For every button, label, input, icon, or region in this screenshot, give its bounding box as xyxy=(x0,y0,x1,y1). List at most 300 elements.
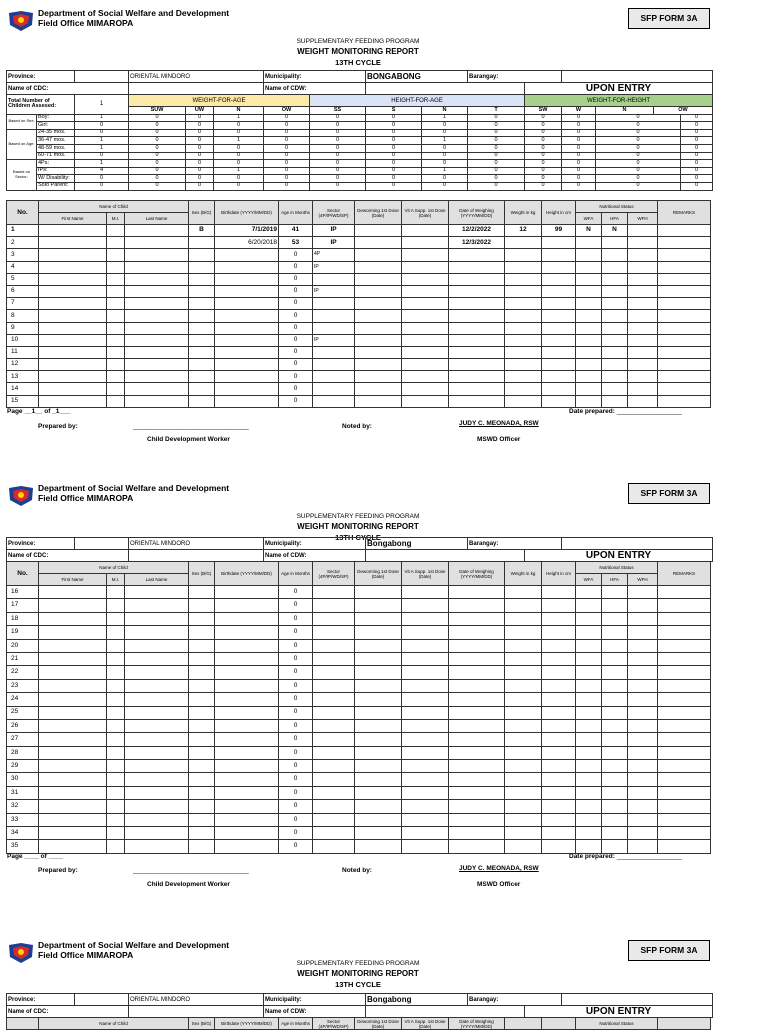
cell-empty[interactable] xyxy=(107,261,125,273)
cell-weigh[interactable] xyxy=(449,334,505,346)
cell-empty[interactable] xyxy=(39,679,107,692)
cell-empty[interactable] xyxy=(658,237,711,249)
cell-empty[interactable] xyxy=(39,760,107,773)
cell-cm[interactable] xyxy=(542,334,576,346)
cell-empty[interactable] xyxy=(125,237,189,249)
cell-empty[interactable] xyxy=(576,800,602,813)
cell-sector[interactable]: IP xyxy=(313,237,355,249)
cell-empty[interactable] xyxy=(355,773,402,786)
cell-empty[interactable] xyxy=(505,586,542,599)
cell-age[interactable]: 0 xyxy=(279,706,313,719)
cell-empty[interactable] xyxy=(402,586,449,599)
cell-empty[interactable] xyxy=(125,652,189,665)
cell-empty[interactable] xyxy=(107,746,125,759)
cell-sex[interactable] xyxy=(189,334,215,346)
cell-age[interactable]: 0 xyxy=(279,813,313,826)
cell-empty[interactable] xyxy=(313,599,355,612)
cell-empty[interactable] xyxy=(189,813,215,826)
cell-empty[interactable] xyxy=(125,773,189,786)
cell-empty[interactable] xyxy=(313,612,355,625)
cell-empty[interactable] xyxy=(402,322,449,334)
cell-birth[interactable] xyxy=(215,346,279,358)
cell-age[interactable]: 0 xyxy=(279,760,313,773)
cell-no[interactable]: 34 xyxy=(7,827,39,840)
cell-empty[interactable] xyxy=(628,652,658,665)
cell-sector[interactable]: IP xyxy=(313,334,355,346)
cell-empty[interactable] xyxy=(402,733,449,746)
cell-no[interactable]: 10 xyxy=(7,334,39,346)
cell-kg[interactable] xyxy=(505,237,542,249)
cell-empty[interactable] xyxy=(402,827,449,840)
cell-empty[interactable] xyxy=(215,706,279,719)
cell-empty[interactable] xyxy=(505,706,542,719)
cell-empty[interactable] xyxy=(125,639,189,652)
cell-empty[interactable] xyxy=(189,786,215,799)
cell-empty[interactable] xyxy=(576,760,602,773)
cell-empty[interactable] xyxy=(189,840,215,853)
cell-empty[interactable] xyxy=(402,786,449,799)
cell-empty[interactable] xyxy=(355,679,402,692)
cell-empty[interactable] xyxy=(189,760,215,773)
cell-age[interactable]: 0 xyxy=(279,334,313,346)
cell-empty[interactable] xyxy=(542,746,576,759)
cell-hfa[interactable] xyxy=(602,298,628,310)
cell-empty[interactable] xyxy=(355,310,402,322)
cell-empty[interactable] xyxy=(39,827,107,840)
cell-empty[interactable] xyxy=(107,371,125,383)
cell-empty[interactable] xyxy=(576,679,602,692)
cell-empty[interactable] xyxy=(39,706,107,719)
cell-weigh[interactable] xyxy=(449,310,505,322)
cell-age[interactable]: 0 xyxy=(279,827,313,840)
cell-empty[interactable] xyxy=(505,813,542,826)
cell-empty[interactable] xyxy=(628,310,658,322)
cell-no[interactable]: 11 xyxy=(7,346,39,358)
cell-empty[interactable] xyxy=(576,666,602,679)
cell-empty[interactable] xyxy=(313,786,355,799)
cell-empty[interactable] xyxy=(658,719,711,732)
cell-cm[interactable] xyxy=(542,310,576,322)
cell-empty[interactable] xyxy=(107,733,125,746)
cell-empty[interactable] xyxy=(125,371,189,383)
cell-no[interactable]: 25 xyxy=(7,706,39,719)
cell-no[interactable]: 16 xyxy=(7,586,39,599)
cell-empty[interactable] xyxy=(402,773,449,786)
cell-no[interactable]: 5 xyxy=(7,273,39,285)
cell-empty[interactable] xyxy=(107,666,125,679)
cell-empty[interactable] xyxy=(658,273,711,285)
cell-empty[interactable] xyxy=(107,599,125,612)
cell-empty[interactable] xyxy=(402,273,449,285)
cell-sex[interactable]: B xyxy=(189,225,215,237)
cell-empty[interactable] xyxy=(313,693,355,706)
cell-birth[interactable] xyxy=(215,261,279,273)
cell-empty[interactable] xyxy=(602,773,628,786)
cell-empty[interactable] xyxy=(215,612,279,625)
cell-empty[interactable] xyxy=(39,746,107,759)
cell-empty[interactable] xyxy=(125,310,189,322)
cell-empty[interactable] xyxy=(542,706,576,719)
cell-hfa[interactable]: N xyxy=(602,225,628,237)
cell-age[interactable]: 0 xyxy=(279,249,313,261)
cell-no[interactable]: 17 xyxy=(7,599,39,612)
cell-empty[interactable] xyxy=(107,395,125,407)
cell-empty[interactable] xyxy=(39,840,107,853)
cell-sector[interactable] xyxy=(313,346,355,358)
cell-empty[interactable] xyxy=(313,706,355,719)
cell-no[interactable]: 33 xyxy=(7,813,39,826)
cell-hfa[interactable] xyxy=(602,310,628,322)
cell-empty[interactable] xyxy=(658,760,711,773)
cell-empty[interactable] xyxy=(107,773,125,786)
cell-sector[interactable] xyxy=(313,371,355,383)
cell-empty[interactable] xyxy=(355,760,402,773)
cell-empty[interactable] xyxy=(628,322,658,334)
cell-sector[interactable]: 4P xyxy=(313,249,355,261)
cell-empty[interactable] xyxy=(576,599,602,612)
cell-empty[interactable] xyxy=(39,371,107,383)
cell-empty[interactable] xyxy=(628,840,658,853)
cell-empty[interactable] xyxy=(658,346,711,358)
cell-empty[interactable] xyxy=(215,693,279,706)
cell-empty[interactable] xyxy=(107,693,125,706)
cell-empty[interactable] xyxy=(189,612,215,625)
cell-cm[interactable] xyxy=(542,371,576,383)
cell-empty[interactable] xyxy=(107,786,125,799)
cell-empty[interactable] xyxy=(107,249,125,261)
cell-empty[interactable] xyxy=(215,679,279,692)
cell-empty[interactable] xyxy=(402,612,449,625)
cell-age[interactable]: 0 xyxy=(279,773,313,786)
cell-hfa[interactable] xyxy=(602,359,628,371)
cell-empty[interactable] xyxy=(125,298,189,310)
cell-empty[interactable] xyxy=(542,840,576,853)
cell-no[interactable]: 30 xyxy=(7,773,39,786)
cell-wfa[interactable] xyxy=(576,261,602,273)
cell-empty[interactable] xyxy=(602,719,628,732)
cell-weigh[interactable] xyxy=(449,322,505,334)
cell-empty[interactable] xyxy=(355,639,402,652)
cell-empty[interactable] xyxy=(658,773,711,786)
cell-no[interactable]: 19 xyxy=(7,626,39,639)
cell-empty[interactable] xyxy=(542,813,576,826)
cell-empty[interactable] xyxy=(355,693,402,706)
cell-empty[interactable] xyxy=(602,800,628,813)
cell-empty[interactable] xyxy=(125,679,189,692)
cell-empty[interactable] xyxy=(628,371,658,383)
cell-empty[interactable] xyxy=(449,679,505,692)
cell-empty[interactable] xyxy=(658,827,711,840)
cell-kg[interactable] xyxy=(505,285,542,297)
cell-empty[interactable] xyxy=(189,666,215,679)
cell-empty[interactable] xyxy=(39,237,107,249)
cell-weigh[interactable] xyxy=(449,261,505,273)
cell-empty[interactable] xyxy=(542,612,576,625)
cell-no[interactable]: 2 xyxy=(7,237,39,249)
cell-age[interactable]: 0 xyxy=(279,840,313,853)
cell-hfa[interactable] xyxy=(602,285,628,297)
cell-empty[interactable] xyxy=(125,612,189,625)
cell-empty[interactable] xyxy=(107,346,125,358)
cell-age[interactable]: 0 xyxy=(279,310,313,322)
cell-empty[interactable] xyxy=(125,261,189,273)
cell-empty[interactable] xyxy=(313,773,355,786)
cell-sex[interactable] xyxy=(189,237,215,249)
cell-no[interactable]: 9 xyxy=(7,322,39,334)
cell-empty[interactable] xyxy=(449,733,505,746)
cell-sex[interactable] xyxy=(189,261,215,273)
cell-empty[interactable] xyxy=(355,813,402,826)
cell-wfa[interactable] xyxy=(576,322,602,334)
cell-empty[interactable] xyxy=(189,586,215,599)
cell-empty[interactable] xyxy=(402,383,449,395)
cell-empty[interactable] xyxy=(576,840,602,853)
cell-no[interactable]: 28 xyxy=(7,746,39,759)
cell-empty[interactable] xyxy=(628,334,658,346)
cell-empty[interactable] xyxy=(313,840,355,853)
cell-empty[interactable] xyxy=(107,237,125,249)
cell-empty[interactable] xyxy=(542,639,576,652)
cell-cm[interactable] xyxy=(542,249,576,261)
cell-empty[interactable] xyxy=(125,383,189,395)
cell-sex[interactable] xyxy=(189,346,215,358)
cell-age[interactable]: 0 xyxy=(279,371,313,383)
cell-empty[interactable] xyxy=(658,733,711,746)
cell-no[interactable]: 7 xyxy=(7,298,39,310)
cell-empty[interactable] xyxy=(542,773,576,786)
cell-empty[interactable] xyxy=(107,760,125,773)
cell-age[interactable]: 0 xyxy=(279,679,313,692)
cell-wfa[interactable] xyxy=(576,249,602,261)
cell-empty[interactable] xyxy=(628,586,658,599)
cell-empty[interactable] xyxy=(602,612,628,625)
cell-empty[interactable] xyxy=(125,334,189,346)
cell-birth[interactable] xyxy=(215,298,279,310)
cell-empty[interactable] xyxy=(125,800,189,813)
cell-weigh[interactable] xyxy=(449,395,505,407)
cell-empty[interactable] xyxy=(107,322,125,334)
cell-empty[interactable] xyxy=(658,679,711,692)
cell-empty[interactable] xyxy=(505,612,542,625)
cell-empty[interactable] xyxy=(602,840,628,853)
cell-empty[interactable] xyxy=(628,773,658,786)
cell-empty[interactable] xyxy=(355,249,402,261)
cell-empty[interactable] xyxy=(39,395,107,407)
cell-empty[interactable] xyxy=(355,395,402,407)
cell-weigh[interactable] xyxy=(449,273,505,285)
cell-kg[interactable] xyxy=(505,383,542,395)
cell-sector[interactable] xyxy=(313,395,355,407)
cell-wfa[interactable] xyxy=(576,359,602,371)
cell-empty[interactable] xyxy=(658,383,711,395)
cell-empty[interactable] xyxy=(313,733,355,746)
cell-empty[interactable] xyxy=(125,760,189,773)
cell-empty[interactable] xyxy=(542,626,576,639)
cell-empty[interactable] xyxy=(542,827,576,840)
cell-empty[interactable] xyxy=(39,599,107,612)
cell-empty[interactable] xyxy=(602,733,628,746)
cell-empty[interactable] xyxy=(542,786,576,799)
cell-weigh[interactable] xyxy=(449,249,505,261)
cell-empty[interactable] xyxy=(215,773,279,786)
cell-empty[interactable] xyxy=(628,237,658,249)
cell-hfa[interactable] xyxy=(602,237,628,249)
cell-empty[interactable] xyxy=(658,359,711,371)
cell-age[interactable]: 0 xyxy=(279,639,313,652)
cell-empty[interactable] xyxy=(402,719,449,732)
cell-sex[interactable] xyxy=(189,249,215,261)
cell-empty[interactable] xyxy=(125,813,189,826)
cell-empty[interactable] xyxy=(402,346,449,358)
cell-empty[interactable] xyxy=(449,760,505,773)
cell-hfa[interactable] xyxy=(602,346,628,358)
cell-empty[interactable] xyxy=(125,273,189,285)
cell-no[interactable]: 26 xyxy=(7,719,39,732)
cell-no[interactable]: 29 xyxy=(7,760,39,773)
cell-empty[interactable] xyxy=(355,346,402,358)
cell-empty[interactable] xyxy=(658,298,711,310)
cell-empty[interactable] xyxy=(402,626,449,639)
cell-empty[interactable] xyxy=(449,773,505,786)
cell-empty[interactable] xyxy=(215,733,279,746)
cell-empty[interactable] xyxy=(628,719,658,732)
cell-empty[interactable] xyxy=(355,626,402,639)
cell-empty[interactable] xyxy=(215,652,279,665)
cell-empty[interactable] xyxy=(313,666,355,679)
cell-weigh[interactable]: 12/2/2022 xyxy=(449,225,505,237)
cell-empty[interactable] xyxy=(355,383,402,395)
cell-empty[interactable] xyxy=(505,679,542,692)
cell-empty[interactable] xyxy=(215,827,279,840)
cell-empty[interactable] xyxy=(39,225,107,237)
cell-kg[interactable] xyxy=(505,359,542,371)
cell-empty[interactable] xyxy=(449,746,505,759)
cell-empty[interactable] xyxy=(313,639,355,652)
cell-cm[interactable] xyxy=(542,395,576,407)
cell-age[interactable]: 0 xyxy=(279,346,313,358)
cell-empty[interactable] xyxy=(107,612,125,625)
cell-empty[interactable] xyxy=(355,733,402,746)
cell-sex[interactable] xyxy=(189,371,215,383)
cell-empty[interactable] xyxy=(39,310,107,322)
cell-empty[interactable] xyxy=(542,586,576,599)
cell-weigh[interactable]: 12/3/2022 xyxy=(449,237,505,249)
cell-empty[interactable] xyxy=(355,652,402,665)
cell-kg[interactable] xyxy=(505,371,542,383)
cell-empty[interactable] xyxy=(402,249,449,261)
cell-empty[interactable] xyxy=(355,237,402,249)
cell-empty[interactable] xyxy=(313,827,355,840)
cell-empty[interactable] xyxy=(125,359,189,371)
cell-empty[interactable] xyxy=(39,652,107,665)
cell-empty[interactable] xyxy=(576,746,602,759)
cell-cm[interactable] xyxy=(542,346,576,358)
cell-empty[interactable] xyxy=(628,639,658,652)
cell-empty[interactable] xyxy=(628,298,658,310)
cell-weigh[interactable] xyxy=(449,359,505,371)
cell-empty[interactable] xyxy=(215,719,279,732)
cell-empty[interactable] xyxy=(313,679,355,692)
cell-empty[interactable] xyxy=(107,359,125,371)
cell-empty[interactable] xyxy=(402,261,449,273)
cell-sex[interactable] xyxy=(189,322,215,334)
cell-empty[interactable] xyxy=(402,395,449,407)
cell-empty[interactable] xyxy=(449,666,505,679)
cell-empty[interactable] xyxy=(449,813,505,826)
cell-empty[interactable] xyxy=(313,746,355,759)
cell-no[interactable]: 32 xyxy=(7,800,39,813)
cell-empty[interactable] xyxy=(576,786,602,799)
cell-hfa[interactable] xyxy=(602,273,628,285)
cell-empty[interactable] xyxy=(215,746,279,759)
cell-empty[interactable] xyxy=(658,693,711,706)
cell-empty[interactable] xyxy=(628,693,658,706)
cell-no[interactable]: 21 xyxy=(7,652,39,665)
cell-empty[interactable] xyxy=(39,298,107,310)
cell-sex[interactable] xyxy=(189,273,215,285)
cell-empty[interactable] xyxy=(449,612,505,625)
cell-empty[interactable] xyxy=(39,719,107,732)
cell-no[interactable]: 6 xyxy=(7,285,39,297)
cell-empty[interactable] xyxy=(576,827,602,840)
cell-no[interactable]: 22 xyxy=(7,666,39,679)
cell-empty[interactable] xyxy=(39,261,107,273)
cell-empty[interactable] xyxy=(658,225,711,237)
cell-empty[interactable] xyxy=(576,733,602,746)
cell-kg[interactable] xyxy=(505,261,542,273)
cell-age[interactable]: 0 xyxy=(279,359,313,371)
cell-birth[interactable] xyxy=(215,285,279,297)
cell-cm[interactable] xyxy=(542,298,576,310)
cell-empty[interactable] xyxy=(402,813,449,826)
cell-empty[interactable] xyxy=(125,693,189,706)
cell-weigh[interactable] xyxy=(449,346,505,358)
cell-empty[interactable] xyxy=(313,586,355,599)
cell-empty[interactable] xyxy=(39,322,107,334)
cell-empty[interactable] xyxy=(313,719,355,732)
cell-empty[interactable] xyxy=(107,652,125,665)
cell-empty[interactable] xyxy=(39,346,107,358)
cell-empty[interactable] xyxy=(125,285,189,297)
cell-empty[interactable] xyxy=(125,249,189,261)
cell-birth[interactable] xyxy=(215,395,279,407)
cell-empty[interactable] xyxy=(215,666,279,679)
cell-empty[interactable] xyxy=(449,800,505,813)
cell-empty[interactable] xyxy=(628,760,658,773)
cell-empty[interactable] xyxy=(628,666,658,679)
cell-weigh[interactable] xyxy=(449,383,505,395)
cell-age[interactable]: 0 xyxy=(279,298,313,310)
cell-empty[interactable] xyxy=(402,679,449,692)
cell-sector[interactable] xyxy=(313,322,355,334)
cell-empty[interactable] xyxy=(355,285,402,297)
cell-sex[interactable] xyxy=(189,310,215,322)
cell-empty[interactable] xyxy=(658,334,711,346)
cell-sector[interactable]: IP xyxy=(313,225,355,237)
cell-empty[interactable] xyxy=(39,813,107,826)
cell-empty[interactable] xyxy=(505,693,542,706)
cell-empty[interactable] xyxy=(107,334,125,346)
cell-wfa[interactable] xyxy=(576,346,602,358)
cell-empty[interactable] xyxy=(542,666,576,679)
cell-birth[interactable] xyxy=(215,322,279,334)
cell-empty[interactable] xyxy=(402,706,449,719)
cell-wfa[interactable] xyxy=(576,334,602,346)
cell-empty[interactable] xyxy=(402,334,449,346)
cell-empty[interactable] xyxy=(505,626,542,639)
cell-empty[interactable] xyxy=(107,383,125,395)
cell-age[interactable]: 0 xyxy=(279,261,313,273)
